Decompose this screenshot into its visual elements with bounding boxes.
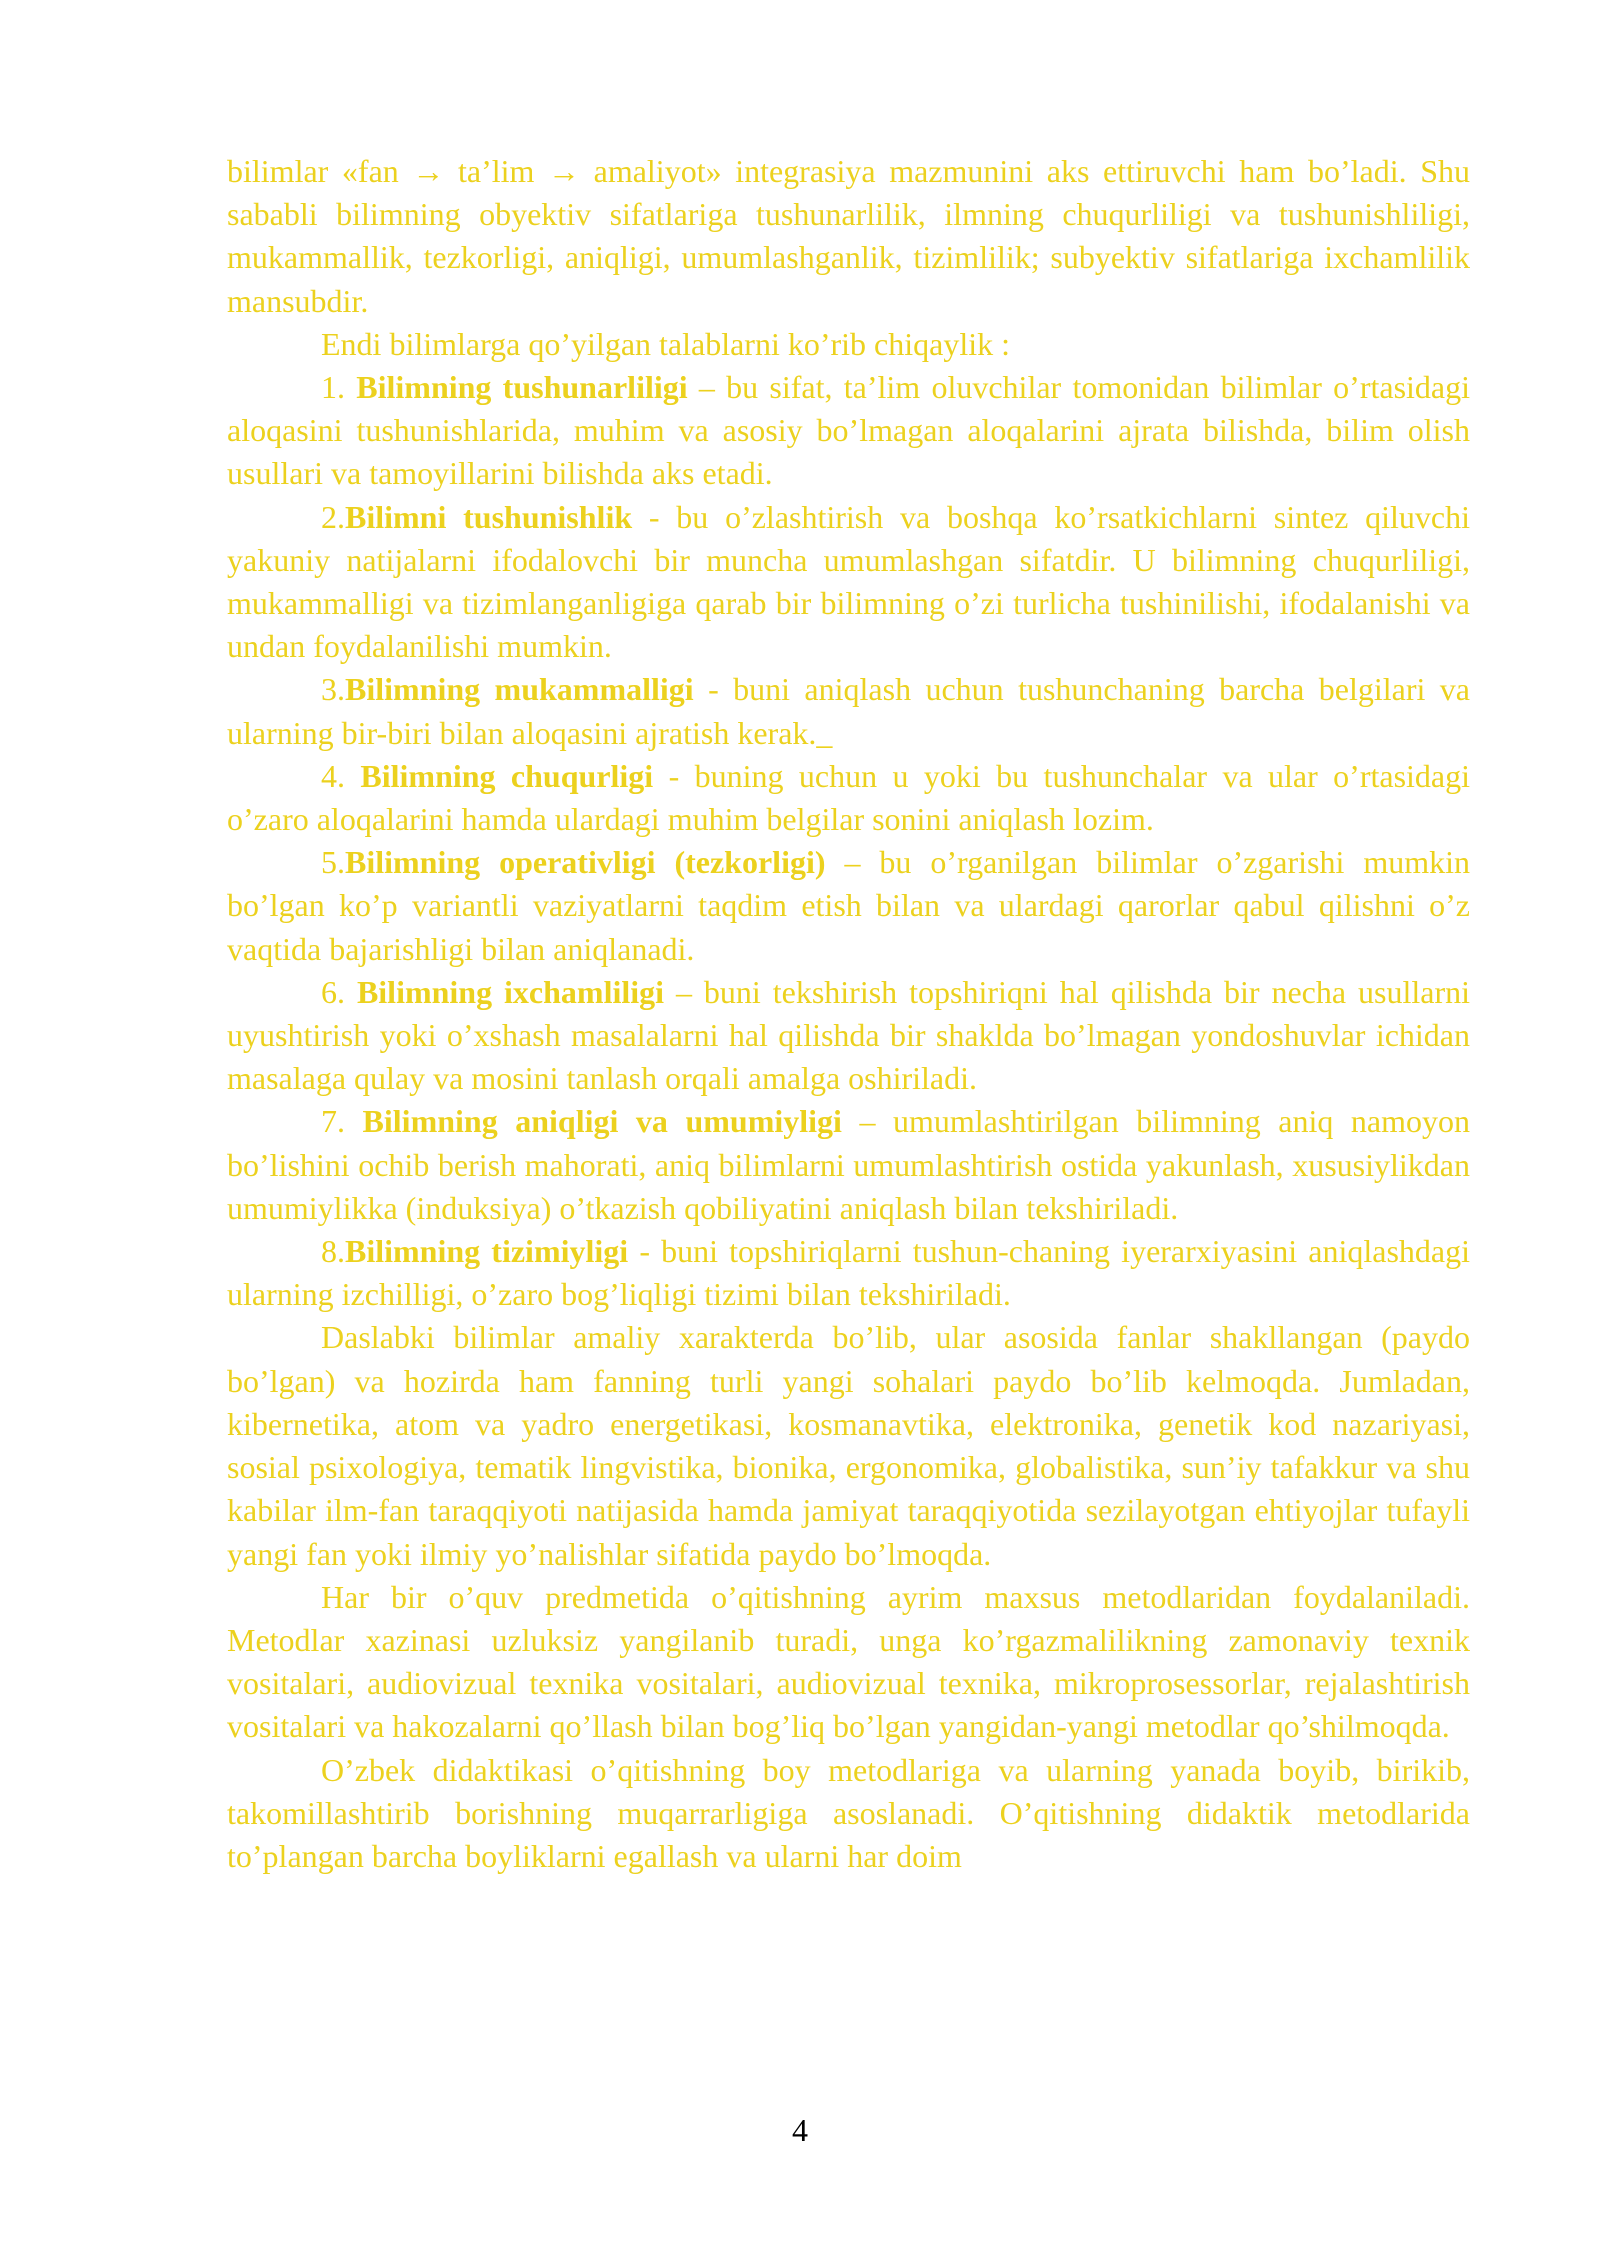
term-heading: Bilimning aniqligi va umumiyligi bbox=[362, 1103, 842, 1140]
term-heading: Bilimning mukammalligi bbox=[345, 671, 694, 708]
paragraph-requirement-5: 5.Bilimning operativligi (tezkorligi) – bu o’rganilgan bilimlar o’zgarishi mumkin bo’lgan ko’p variantli vaziyatlarni taqdim etish bilan va ulardagi qarorlar qabul qilishni o’z vaqtida bajarishligi bilan aniqlanadi. bbox=[227, 844, 1471, 967]
paragraph-requirement-7: 7. Bilimning aniqligi va umumiyligi – umumlashtirilgan bilimning aniq namoyon bo’lishini ochib berish mahorati, aniq bilimlarni umumlashtirish ostida yakunlash, xususiylikdan umumiylikka (induksiya) o’tkazish qobiliyatini aniqlash bilan tekshiriladi. bbox=[227, 1103, 1471, 1226]
paragraph-sciences: Daslabki bilimlar amaliy xarakterda bo’lib, ular asosida fanlar shakllangan (paydo bo’lgan) va hozirda ham fanning turli yangi sohalari paydo bo’lib kelmoqda. Jumladan, kibernetika, atom va yadro energetikasi, kosmanavtika, elektronika, genetik kod nazariyasi, sosial psixologiya, tematik lingvistika, bionika, ergonomika, globalistika, sun’iy tafakkur va shu kabilar ilm-fan taraqqiyoti natijasida hamda jamiyat taraqqiyotida sezilayotgan ehtiyojlar tufayli yangi fan yoki ilmiy yo’nalishlar sifatida paydo bo’lmoqda. bbox=[227, 1319, 1470, 1572]
term-heading: Bilimni tushunishlik bbox=[345, 498, 633, 535]
paragraph-requirement-1: 1. Bilimning tushunarliligi – bu sifat, ta’lim oluvchilar tomonidan bilimlar o’rtasidagi aloqasini tushunishlarida, muhim va asosiy bo’lmagan aloqalarini ajrata bilishda, bilim olish usullari va tamoyillarini bilishda aks etadi. bbox=[227, 369, 1471, 492]
term-heading: Bilimning tushunarliligi bbox=[356, 369, 688, 406]
paragraph-didactics: O’zbek didaktikasi o’qitishning boy metodlariga va ularning yanada boyib, birikib, takomillashtirib borishning muqarrarligiga asoslanadi. O’qitishning didaktik metodlarida to’plangan barcha boyliklarni egallash va ularni har doim bbox=[227, 1751, 1470, 1874]
document-body bbox=[227, 150, 1470, 1878]
page-number: 4 bbox=[792, 2112, 808, 2148]
paragraph-requirement-2: 2.Bilimni tushunishlik - bu o’zlashtirish va boshqa ko’rsatkichlarni sintez qiluvchi yakuniy natijalarni ifodalovchi bir muncha umumlashgan sifatdir. U bilimning chuqurliligi, mukammalligi va tizimlanganligiga qarab bir bilimning o’zi turlicha tushinilishi, ifodalanishi va undan foydalanilishi mumkin. bbox=[227, 498, 1471, 665]
term-heading: Bilimning tizimiyligi bbox=[345, 1233, 629, 1270]
paragraph-requirement-8: 8.Bilimning tizimiyligi - buni topshiriqlarni tushun-chaning iyerarxiyasini aniqlashdagi ularning izchilligi, o’zaro bog’liqligi tizimi bilan tekshiriladi. bbox=[227, 1233, 1471, 1313]
paragraph-requirement-4: 4. Bilimning chuqurligi - buning uchun u yoki bu tushunchalar va ular o’rtasidagi o’zaro aloqalarini hamda ulardagi muhim belgilar sonini aniqlash lozim. bbox=[227, 757, 1471, 838]
paragraph-requirement-3: 3.Bilimning mukammalligi - buni aniqlash uchun tushunchaning barcha belgilari va ularning bir-biri bilan aloqasini ajratish kerak._ bbox=[227, 671, 1471, 751]
paragraph-requirement-6: 6. Bilimning ixchamliligi – buni tekshirish topshiriqni hal qilishda bir necha usullarni uyushtirish yoki o’xshash masalalarni hal qilishda bir shaklda bo’lmagan yondoshuvlar ichidan masalaga qulay va mosini tanlash orqali amalga oshiriladi. bbox=[227, 973, 1471, 1097]
term-heading: Bilimning ixchamliligi bbox=[356, 973, 665, 1010]
paragraph-1: bilimlar «fan → ta’lim → amaliyot» integrasiya mazmunini aks ettiruvchi ham bo’ladi. Shu sababli bilimning obyektiv sifatlariga tushunarlilik, ilmning chuqurliligi va tushunishliligi, mukammallik, tezkorligi, aniqligi, umumlashganlik, tizimlilik; subyektiv sifatlariga ixchamlilik mansubdir. bbox=[227, 153, 1470, 319]
paragraph-methods: Har bir o’quv predmetida o’qitishning ayrim maxsus metodlaridan foydalaniladi. Metodlar xazinasi uzluksiz yangilanib turadi, unga ko’rgazmalilikning zamonaviy texnik vositalari, audiovizual texnika vositalari, audiovizual texnika, mikroprosessorlar, rejalashtirish vositalari va hakozalarni qo’llash bilan bog’liq bo’lgan yangidan-yangi metodlar qo’shilmoqda. bbox=[227, 1578, 1470, 1745]
term-heading: Bilimning operativligi (tezkorligi) bbox=[345, 844, 826, 881]
term-heading: Bilimning chuqurligi bbox=[360, 757, 654, 794]
paragraph-2: Endi bilimlarga qo’yilgan talablarni ko’rib chiqaylik : bbox=[321, 325, 1011, 362]
